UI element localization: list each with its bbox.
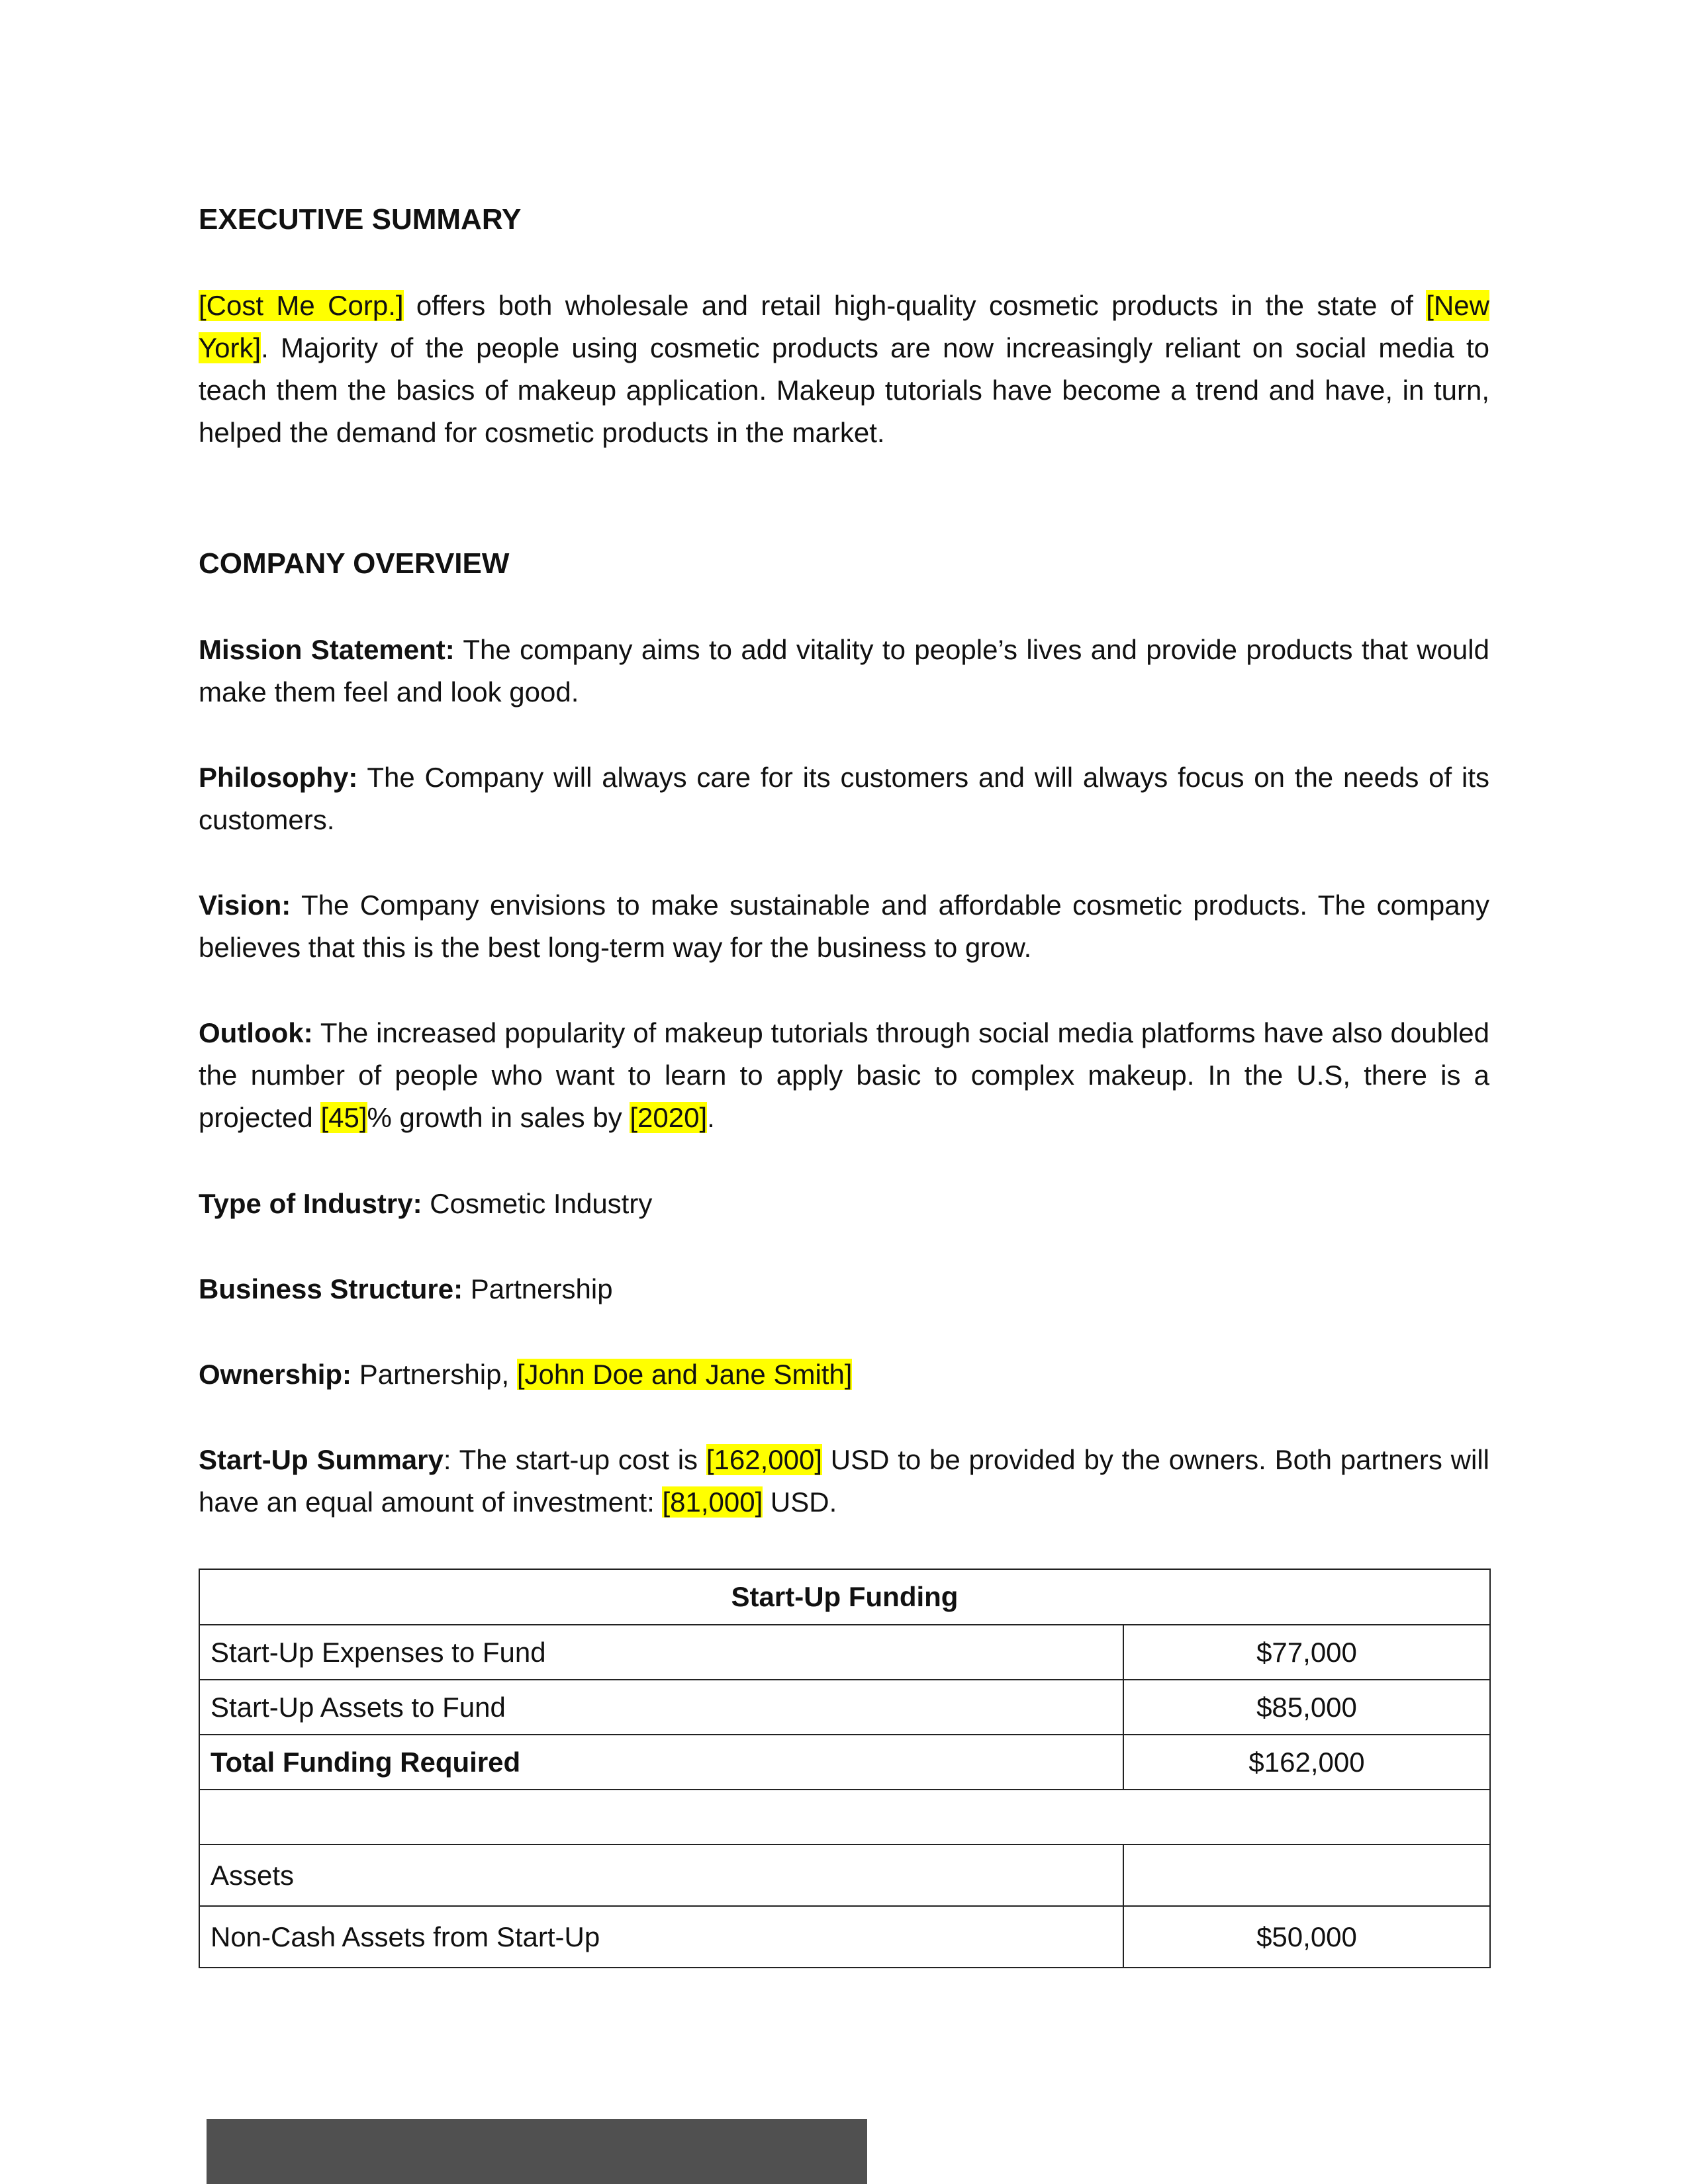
ownership-label: Ownership: xyxy=(199,1359,352,1390)
footer-bar xyxy=(207,2119,867,2184)
mission-statement xyxy=(199,629,1489,713)
table-header-row xyxy=(199,1569,1490,1625)
industry-paragraph xyxy=(199,1183,1489,1225)
row-value: $162,000 xyxy=(1123,1735,1490,1790)
row-label: Total Funding Required xyxy=(199,1735,1123,1790)
outlook-text-2: % growth in sales by xyxy=(367,1102,630,1133)
startup-text-3: USD. xyxy=(763,1486,837,1518)
ownership-text: Partnership, xyxy=(352,1359,517,1390)
structure-label: Business Structure: xyxy=(199,1273,463,1304)
vision-text: The Company envisions to make sustainable and affordable cosmetic products. The company believes that this is the best long-term way for the business to grow. xyxy=(199,889,1489,963)
state-placeholder: [New York] xyxy=(199,290,1489,363)
philosophy-paragraph xyxy=(199,756,1489,841)
table-row xyxy=(199,1735,1490,1790)
growth-percent-placeholder: [45] xyxy=(320,1102,367,1133)
row-label: Assets xyxy=(199,1844,1123,1906)
investment-each-placeholder: [81,000] xyxy=(662,1486,763,1518)
vision-label: Vision: xyxy=(199,889,291,921)
philosophy-label: Philosophy: xyxy=(199,762,358,793)
business-structure-paragraph xyxy=(199,1268,1489,1310)
company-overview-heading: COMPANY OVERVIEW xyxy=(199,547,510,580)
table-row xyxy=(199,1906,1490,1968)
outlook-paragraph xyxy=(199,1012,1489,1139)
mission-text: The company aims to add vitality to people’s lives and provide products that would make them feel and look good. xyxy=(199,634,1489,707)
owner-names-placeholder: [John Doe and Jane Smith] xyxy=(516,1359,853,1390)
outlook-text-3: . xyxy=(707,1102,715,1133)
startup-text-2: USD to be provided by the owners. Both partners will have an equal amount of investment: xyxy=(199,1444,1489,1518)
row-label: Start-Up Assets to Fund xyxy=(199,1680,1123,1735)
company-name-placeholder: [Cost Me Corp.] xyxy=(199,290,404,321)
row-value: $85,000 xyxy=(1123,1680,1490,1735)
outlook-text-1: The increased popularity of makeup tutorials through social media platforms have also doubled the number of people who want to learn to apply basic to complex makeup. In the U.S, there is a projected xyxy=(199,1017,1489,1133)
structure-text: Partnership xyxy=(463,1273,613,1304)
year-placeholder: [2020] xyxy=(630,1102,708,1133)
startup-text-1: : The start-up cost is xyxy=(443,1444,706,1475)
table-empty-row xyxy=(199,1790,1490,1844)
table-row xyxy=(199,1625,1490,1680)
outlook-label: Outlook: xyxy=(199,1017,313,1048)
row-value xyxy=(1123,1844,1490,1906)
executive-summary-paragraph xyxy=(199,285,1489,454)
startup-funding-table xyxy=(199,1569,1491,1968)
industry-text: Cosmetic Industry xyxy=(422,1188,653,1219)
summary-text-1: offers both wholesale and retail high-quality cosmetic products in the state of xyxy=(403,290,1427,321)
table-row xyxy=(199,1844,1490,1906)
row-label: Non-Cash Assets from Start-Up xyxy=(199,1906,1123,1968)
summary-text-2: . Majority of the people using cosmetic products are now increasingly reliant on social media to teach them the basics of makeup application. Makeup tutorials have become a trend and have, in turn, helped the demand for cosmetic products in the market. xyxy=(199,332,1489,448)
industry-label: Type of Industry: xyxy=(199,1188,422,1219)
row-value: $50,000 xyxy=(1123,1906,1490,1968)
mission-label: Mission Statement: xyxy=(199,634,455,665)
empty-cell xyxy=(199,1790,1490,1844)
philosophy-text: The Company will always care for its customers and will always focus on the needs of its customers. xyxy=(199,762,1489,835)
startup-summary-paragraph xyxy=(199,1439,1489,1524)
vision-paragraph xyxy=(199,884,1489,969)
ownership-paragraph xyxy=(199,1353,1489,1396)
startup-label: Start-Up Summary xyxy=(199,1444,444,1475)
table-header-cell: Start-Up Funding xyxy=(199,1569,1490,1625)
executive-summary-heading: EXECUTIVE SUMMARY xyxy=(199,203,522,236)
table-row xyxy=(199,1680,1490,1735)
row-value: $77,000 xyxy=(1123,1625,1490,1680)
row-label: Start-Up Expenses to Fund xyxy=(199,1625,1123,1680)
startup-cost-placeholder: [162,000] xyxy=(706,1444,822,1475)
